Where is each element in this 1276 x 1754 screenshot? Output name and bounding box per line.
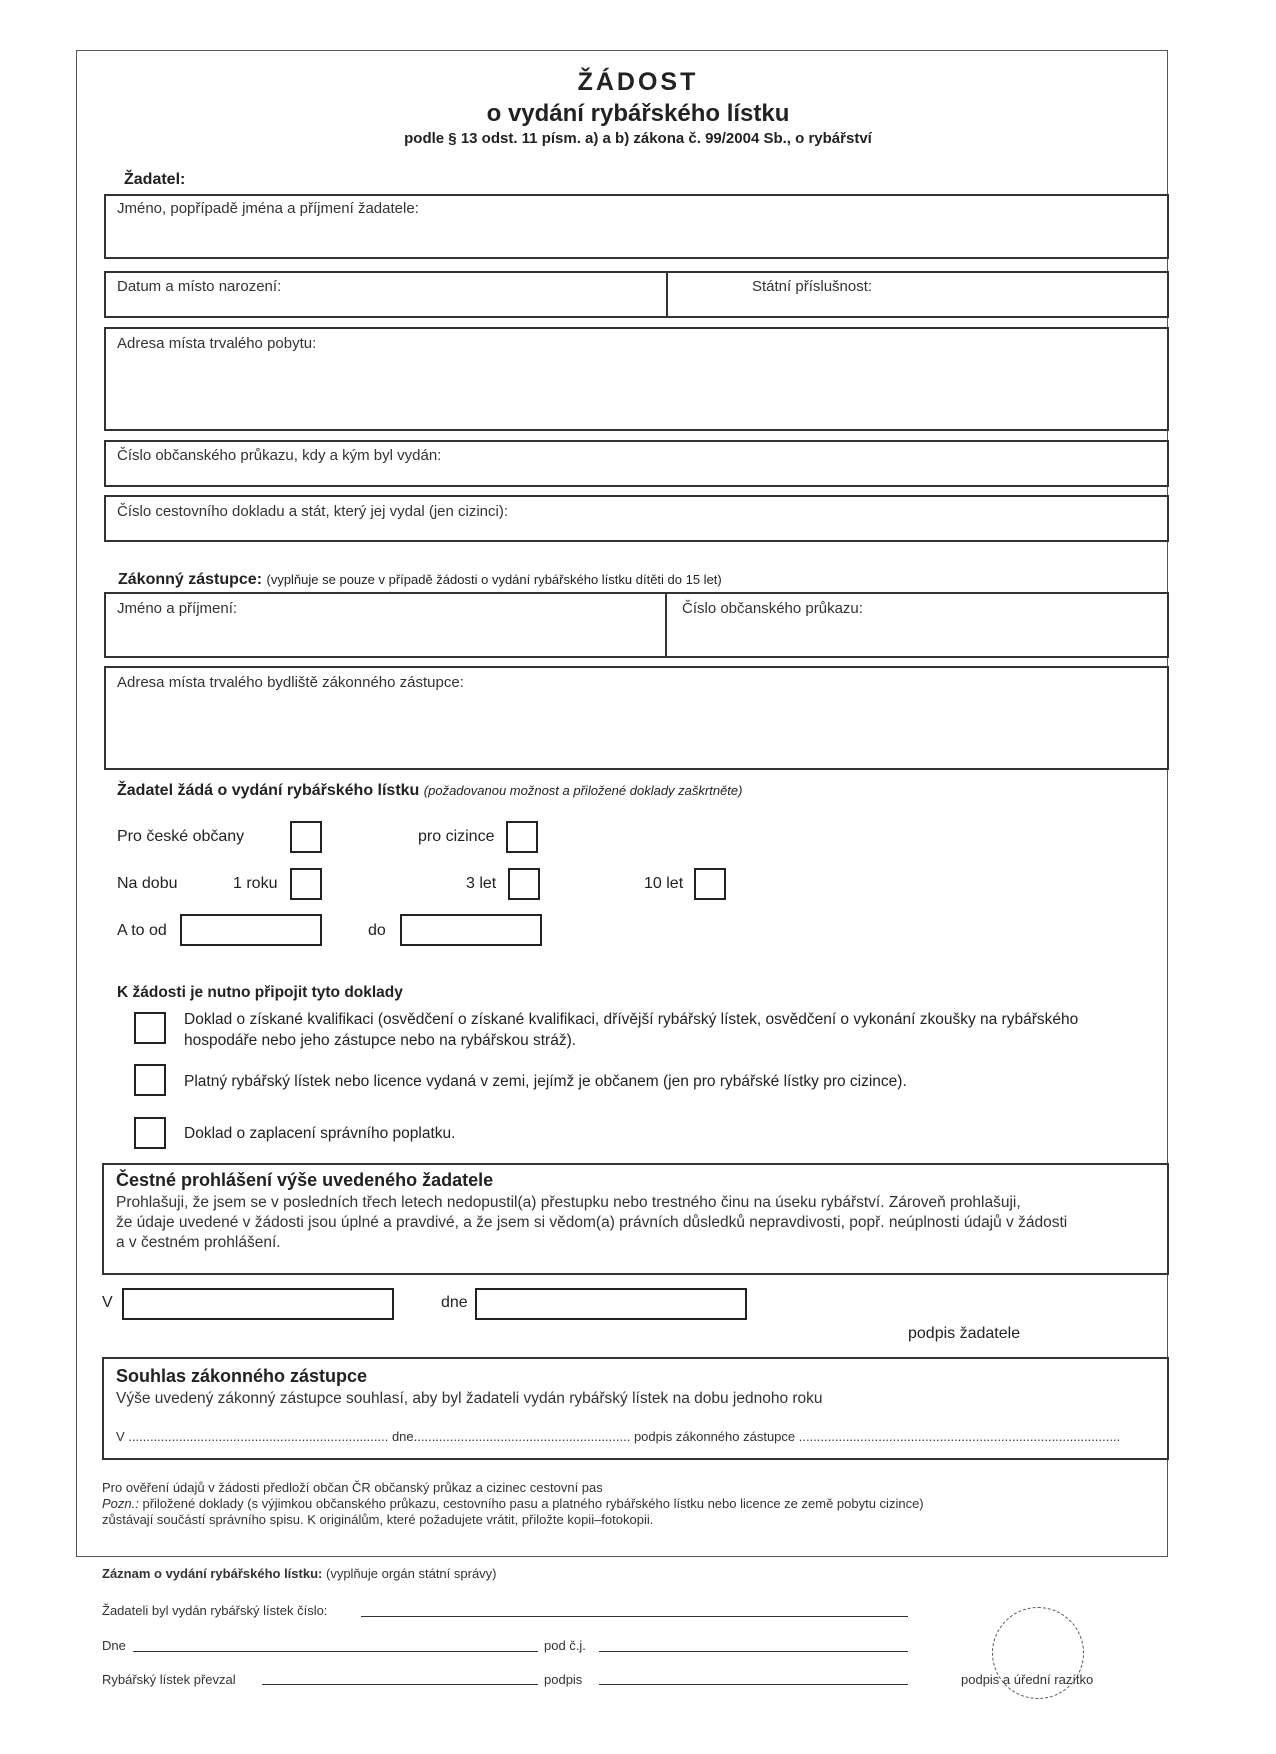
guardian-id-label: Číslo občanského průkazu: [682, 600, 863, 617]
notes-line2: přiložené doklady (s výjimkou občanského průkazu, cestovního pasu a platného rybářského lístku nebo licence ze země pobytu cizince) [138, 1496, 924, 1511]
place-field[interactable] [122, 1288, 394, 1320]
citizenship-field[interactable] [668, 271, 1169, 318]
date-to-field[interactable] [400, 914, 542, 946]
record-heading [102, 1566, 497, 1581]
period-3-years-label: 3 let [466, 875, 497, 892]
foreigners-checkbox[interactable] [506, 821, 538, 853]
notes-line3: zůstávají součástí správního spisu. K originálům, které požadujete vrátit, přiložte kopii–fotokopii. [102, 1512, 654, 1527]
place-label: V [102, 1294, 113, 1311]
record-sign-line[interactable] [599, 1684, 908, 1685]
request-heading-text: Žadatel žádá o vydání rybářského lístku [117, 782, 420, 799]
date-label: dne [441, 1294, 468, 1311]
request-note: (požadovanou možnost a přiložené doklady zaškrtněte) [423, 783, 743, 798]
guardian-heading [118, 571, 722, 589]
form-subtitle: o vydání rybářského lístku [486, 100, 790, 127]
passport-label: Číslo cestovního dokladu a stát, který jej vydal (jen cizinci): [117, 503, 509, 520]
doc-license-checkbox[interactable] [134, 1064, 166, 1096]
record-ref-label: pod č.j. [544, 1638, 586, 1653]
record-ref-line[interactable] [599, 1651, 908, 1652]
doc-license-label: Platný rybářský lístek nebo licence vydaná v zemi, jejímž je občanem (jen pro rybářské lístky pro cizince). [184, 1073, 907, 1090]
date-field[interactable] [475, 1288, 747, 1320]
doc-qualification-line2: hospodáře nebo jeho zástupce nebo na rybářskou stráž). [184, 1032, 577, 1049]
period-10-years-label: 10 let [644, 875, 684, 892]
guardian-address-label: Adresa místa trvalého bydliště zákonného zástupce: [117, 674, 464, 691]
doc-fee-checkbox[interactable] [134, 1117, 166, 1149]
declaration-text [116, 1193, 1067, 1253]
date-from-label: A to od [117, 922, 167, 939]
legal-reference: podle § 13 odst. 11 písm. a) a b) zákona č. 99/2004 Sb., o rybářství [404, 130, 872, 147]
declaration-line2: že údaje uvedené v žádosti jsou úplné a pravdivé, a že jsem si vědom(a) právních důsledků nepravdivosti, popř. neúplnosti údajů v žádosti [116, 1214, 1068, 1231]
record-note: (vyplňuje orgán státní správy) [325, 1566, 497, 1581]
date-from-field[interactable] [180, 914, 322, 946]
declaration-line3: a v čestném prohlášení. [116, 1234, 281, 1251]
notes-line1: Pro ověření údajů v žádosti předloží občan ČR občanský průkaz a cizinec cestovní pas [102, 1480, 603, 1495]
record-heading-text: Záznam o vydání rybářského lístku: [102, 1566, 323, 1581]
period-3-years-checkbox[interactable] [508, 868, 540, 900]
received-by-label: Rybářský lístek převzal [102, 1672, 236, 1687]
guardian-note: (vyplňuje se pouze v případě žádosti o vydání rybářského lístku dítěti do 15 let) [266, 572, 722, 587]
issued-number-line[interactable] [361, 1616, 908, 1617]
declaration-line1: Prohlašuji, že jsem se v posledních třech letech nedopustil(a) přestupku nebo trestného činu na úseku rybářství. Zároveň prohlašuji, [116, 1194, 1021, 1211]
applicant-signature-label: podpis žadatele [908, 1325, 1021, 1342]
received-by-line[interactable] [262, 1684, 538, 1685]
citizenship-label: Státní příslušnost: [752, 278, 873, 295]
record-date-line[interactable] [133, 1651, 538, 1652]
stamp-label: podpis a úřední razítko [961, 1672, 1094, 1687]
record-sign-label: podpis [544, 1672, 583, 1687]
applicant-name-label: Jméno, popřípadě jména a příjmení žadatele: [117, 200, 419, 217]
guardian-heading-text: Zákonný zástupce: [118, 571, 263, 588]
period-label: Na dobu [117, 875, 178, 892]
guardian-name-label: Jméno a příjmení: [117, 600, 238, 617]
period-1-year-label: 1 roku [233, 875, 278, 892]
notes [102, 1480, 924, 1528]
doc-fee-label: Doklad o zaplacení správního poplatku. [184, 1125, 456, 1142]
issued-number-label: Žadateli byl vydán rybářský lístek číslo: [102, 1603, 328, 1618]
period-10-years-checkbox[interactable] [694, 868, 726, 900]
doc-qualification-line1: Doklad o získané kvalifikaci (osvědčení o získané kvalifikaci, dřívější rybářský lístek, osvědčení o vykonání zkoušky na rybářského [184, 1011, 1079, 1028]
doc-qualification-label [184, 1009, 1078, 1051]
czech-citizens-label: Pro české občany [117, 828, 245, 845]
request-heading [117, 782, 742, 800]
foreigners-label: pro cizince [418, 828, 495, 845]
documents-heading: K žádosti je nutno připojit tyto doklady [117, 984, 403, 1001]
doc-qualification-checkbox[interactable] [134, 1012, 166, 1044]
consent-heading: Souhlas zákonného zástupce [116, 1366, 368, 1386]
consent-text: Výše uvedený zákonný zástupce souhlasí, aby byl žadateli vydán rybářský lístek na dobu jednoho roku [116, 1390, 823, 1407]
consent-signature-line[interactable]: V ........................................................................ dne............................................................ podpis zákonného zástupce ......................................................................................... [116, 1429, 1121, 1444]
applicant-heading: Žadatel: [124, 171, 186, 188]
id-card-label: Číslo občanského průkazu, kdy a kým byl vydán: [117, 447, 442, 464]
declaration-heading: Čestné prohlášení výše uvedeného žadatele [116, 1170, 494, 1190]
birth-label: Datum a místo narození: [117, 278, 282, 295]
period-1-year-checkbox[interactable] [290, 868, 322, 900]
date-to-label: do [368, 922, 386, 939]
record-date-label: Dne [102, 1638, 126, 1653]
czech-citizens-checkbox[interactable] [290, 821, 322, 853]
notes-pozn: Pozn.: [102, 1496, 139, 1511]
applicant-address-label: Adresa místa trvalého pobytu: [117, 335, 317, 352]
form-title: ŽÁDOST [577, 68, 699, 96]
